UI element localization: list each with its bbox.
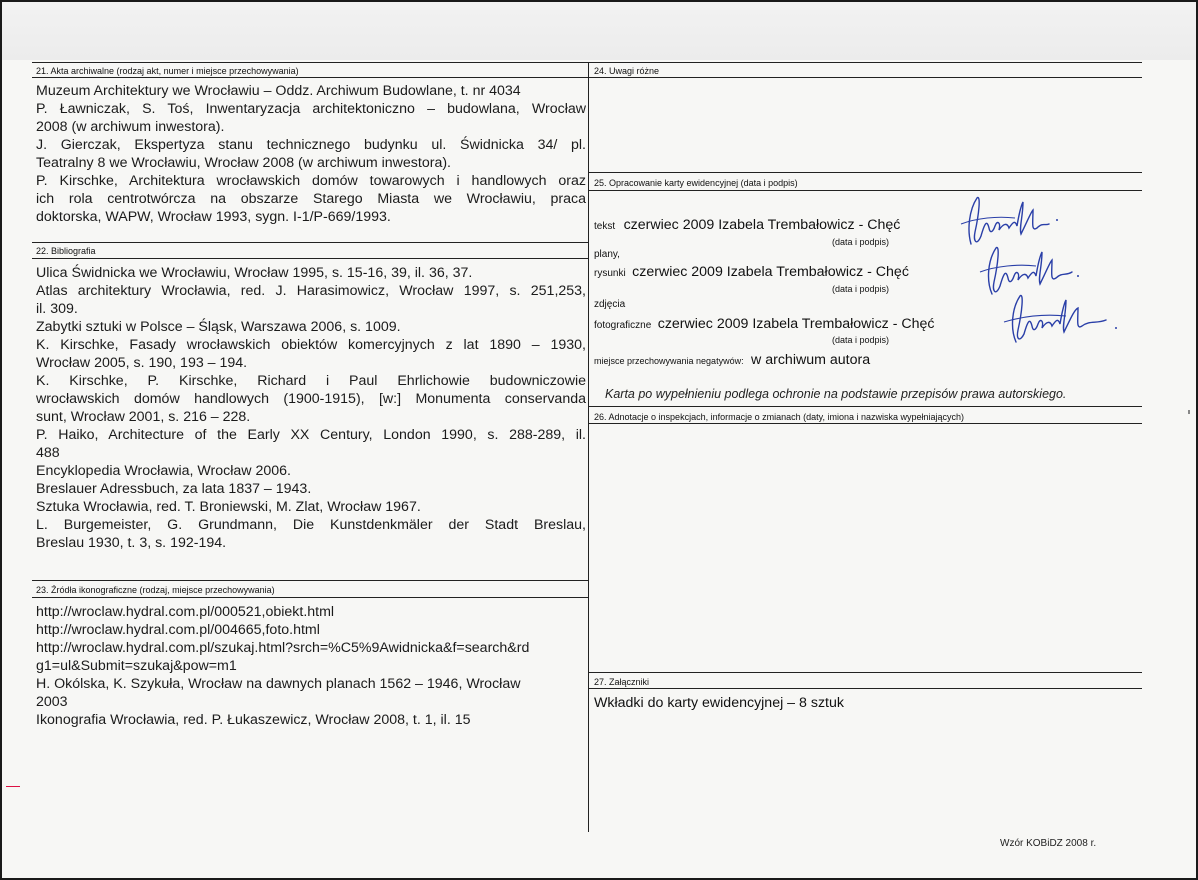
- bibliography-line: 488: [36, 445, 60, 461]
- header-rule-26: [588, 423, 1142, 424]
- rule-21-bottom: [32, 242, 588, 243]
- archive-line: doktorska, WAPW, Wrocław 1993, sygn. I-1/P-669/1993.: [36, 209, 391, 225]
- negatives-value: w archiwum autora: [751, 352, 871, 368]
- bibliography-line: Wrocław 2005, s. 190, 193 – 194.: [36, 355, 248, 371]
- header-rule-24: [588, 77, 1142, 78]
- stray-mark: [6, 786, 20, 787]
- bibliography-line: wrocławskich domów handlowych (1900-1915), [w:] Monumenta conservanda: [36, 391, 586, 407]
- bibliography-line: il. 309.: [36, 301, 78, 317]
- plany-label: plany,: [594, 249, 620, 260]
- top-rule: [32, 62, 1142, 63]
- iconography-line: Ikonografia Wrocławia, red. P. Łukaszewicz, Wrocław 2008, t. 1, il. 15: [36, 712, 471, 728]
- header-rule-27: [588, 688, 1142, 689]
- archive-line: P. Ławniczak, S. Toś, Inwentaryzacja architektoniczno – budowlana, Wrocław: [36, 101, 586, 117]
- section-26-header: 26. Adnotacje o inspekcjach, informacje o zmianach (daty, imiona i nazwiska wypełniających): [594, 412, 965, 422]
- bibliography-line: Ulica Świdnicka we Wrocławiu, Wrocław 1995, s. 15-16, 39, il. 36, 37.: [36, 265, 473, 281]
- header-rule-21: [32, 77, 588, 78]
- bibliography-line: K. Kirschke, Fasady wrocławskich obiektów komercyjnych z lat 1890 – 1930,: [36, 337, 586, 353]
- zdjecia-label: zdjęcia: [594, 299, 626, 310]
- iconography-line: http://wroclaw.hydral.com.pl/szukaj.html?srch=%C5%9Awidnicka&f=search&rd: [36, 640, 530, 656]
- tekst-value: czerwiec 2009 Izabela Trembałowicz - Chęć: [623, 217, 901, 233]
- archive-line: Teatralny 8 we Wrocławiu, Wrocław 2008 (w archiwum inwestora).: [36, 155, 451, 171]
- signature-3: [1000, 288, 1125, 346]
- attachments-value: Wkładki do karty ewidencyjnej – 8 sztuk: [594, 695, 844, 711]
- section-21-header: 21. Akta archiwalne (rodzaj akt, numer i miejsce przechowywania): [36, 66, 299, 76]
- header-rule-25: [588, 190, 1142, 191]
- negatives-row: [594, 351, 870, 369]
- header-rule-23: [32, 597, 588, 598]
- section-27-header: 27. Załączniki: [594, 677, 650, 687]
- bibliography-line: Zabytki sztuki w Polsce – Śląsk, Warszawa 2006, s. 1009.: [36, 319, 401, 335]
- form-template-footer: Wzór KOBiDZ 2008 r.: [1000, 838, 1097, 849]
- bibliography-line: K. Kirschke, P. Kirschke, Richard i Paul Ehrlichowie budowniczowie: [36, 373, 586, 389]
- archive-line: ich rola centrotwórcza na obszarze Starego Miasta we Wrocławiu, praca: [36, 191, 586, 207]
- bibliography-line: Encyklopedia Wrocławia, Wrocław 2006.: [36, 463, 291, 479]
- section-25-header: 25. Opracowanie karty ewidencyjnej (data i podpis): [594, 178, 798, 188]
- section-22-header: 22. Bibliografia: [36, 246, 96, 256]
- rule-25-bottom: [588, 406, 1142, 407]
- archive-line: Muzeum Architektury we Wrocławiu – Oddz. Archiwum Budowlane, t. nr 4034: [36, 83, 521, 99]
- date-sign-caption: (data i podpis): [832, 284, 890, 294]
- negatives-label: miejsce przechowywania negatywów:: [594, 356, 744, 366]
- rysunki-value: czerwiec 2009 Izabela Trembałowicz - Chęć: [632, 264, 909, 280]
- iconography-line: http://wroclaw.hydral.com.pl/000521,obiekt.html: [36, 604, 335, 620]
- rule-24-bottom: [588, 172, 1142, 173]
- iconography-line: H. Okólska, K. Szykuła, Wrocław na dawnych planach 1562 – 1946, Wrocław: [36, 676, 521, 692]
- section-21-body: [36, 82, 586, 226]
- iconography-line: http://wroclaw.hydral.com.pl/004665,foto.html: [36, 622, 320, 638]
- tekst-row: [594, 216, 900, 234]
- stray-mark: [1188, 410, 1190, 414]
- iconography-line: g1=ul&Submit=szukaj&pow=m1: [36, 658, 237, 674]
- bibliography-line: Breslau 1930, t. 3, s. 192-194.: [36, 535, 227, 551]
- bibliography-line: Atlas architektury Wrocławia, red. J. Harasimowicz, Wrocław 1997, s. 251,253,: [36, 283, 586, 299]
- bibliography-line: Sztuka Wrocławia, red. T. Broniewski, M. Zlat, Wrocław 1967.: [36, 499, 421, 515]
- rysunki-row: [594, 263, 909, 281]
- rule-26-bottom: [588, 672, 1142, 673]
- copyright-notice: Karta po wypełnieniu podlega ochronie na podstawie przepisów prawa autorskiego.: [605, 387, 1067, 401]
- bibliography-line: L. Burgemeister, G. Grundmann, Die Kunstdenkmäler der Stadt Breslau,: [36, 517, 586, 533]
- tekst-label: tekst: [594, 221, 616, 232]
- archive-line: 2008 (w archiwum inwestora).: [36, 119, 225, 135]
- column-divider: [588, 62, 589, 832]
- bibliography-line: sunt, Wrocław 2001, s. 216 – 228.: [36, 409, 251, 425]
- rule-22-bottom: [32, 580, 588, 581]
- date-sign-caption: (data i podpis): [832, 237, 890, 247]
- section-24-header: 24. Uwagi różne: [594, 66, 660, 76]
- section-23-body: [36, 603, 586, 729]
- section-23-header: 23. Źródła ikonograficzne (rodzaj, miejsce przechowywania): [36, 585, 275, 595]
- header-rule-22: [32, 258, 588, 259]
- archive-line: P. Kirschke, Architektura wrocławskich domów towarowych i handlowych oraz: [36, 173, 586, 189]
- iconography-line: 2003: [36, 694, 68, 710]
- date-sign-caption: (data i podpis): [832, 335, 890, 345]
- form-sheet: [2, 2, 1196, 878]
- foto-value: czerwiec 2009 Izabela Trembałowicz - Chęć: [657, 316, 935, 332]
- bibliography-line: P. Haiko, Architecture of the Early XX Century, London 1990, s. 288-289, il.: [36, 427, 586, 443]
- top-margin-band: [2, 2, 1196, 60]
- foto-row: [594, 315, 935, 333]
- bibliography-line: Breslauer Adressbuch, za lata 1837 – 1943.: [36, 481, 312, 497]
- foto-label: fotograficzne: [594, 320, 652, 331]
- rysunki-label: rysunki: [594, 268, 626, 279]
- archive-line: J. Gierczak, Ekspertyza stanu technicznego budynku ul. Świdnicka 34/ pl.: [36, 137, 586, 153]
- section-22-body: [36, 264, 586, 552]
